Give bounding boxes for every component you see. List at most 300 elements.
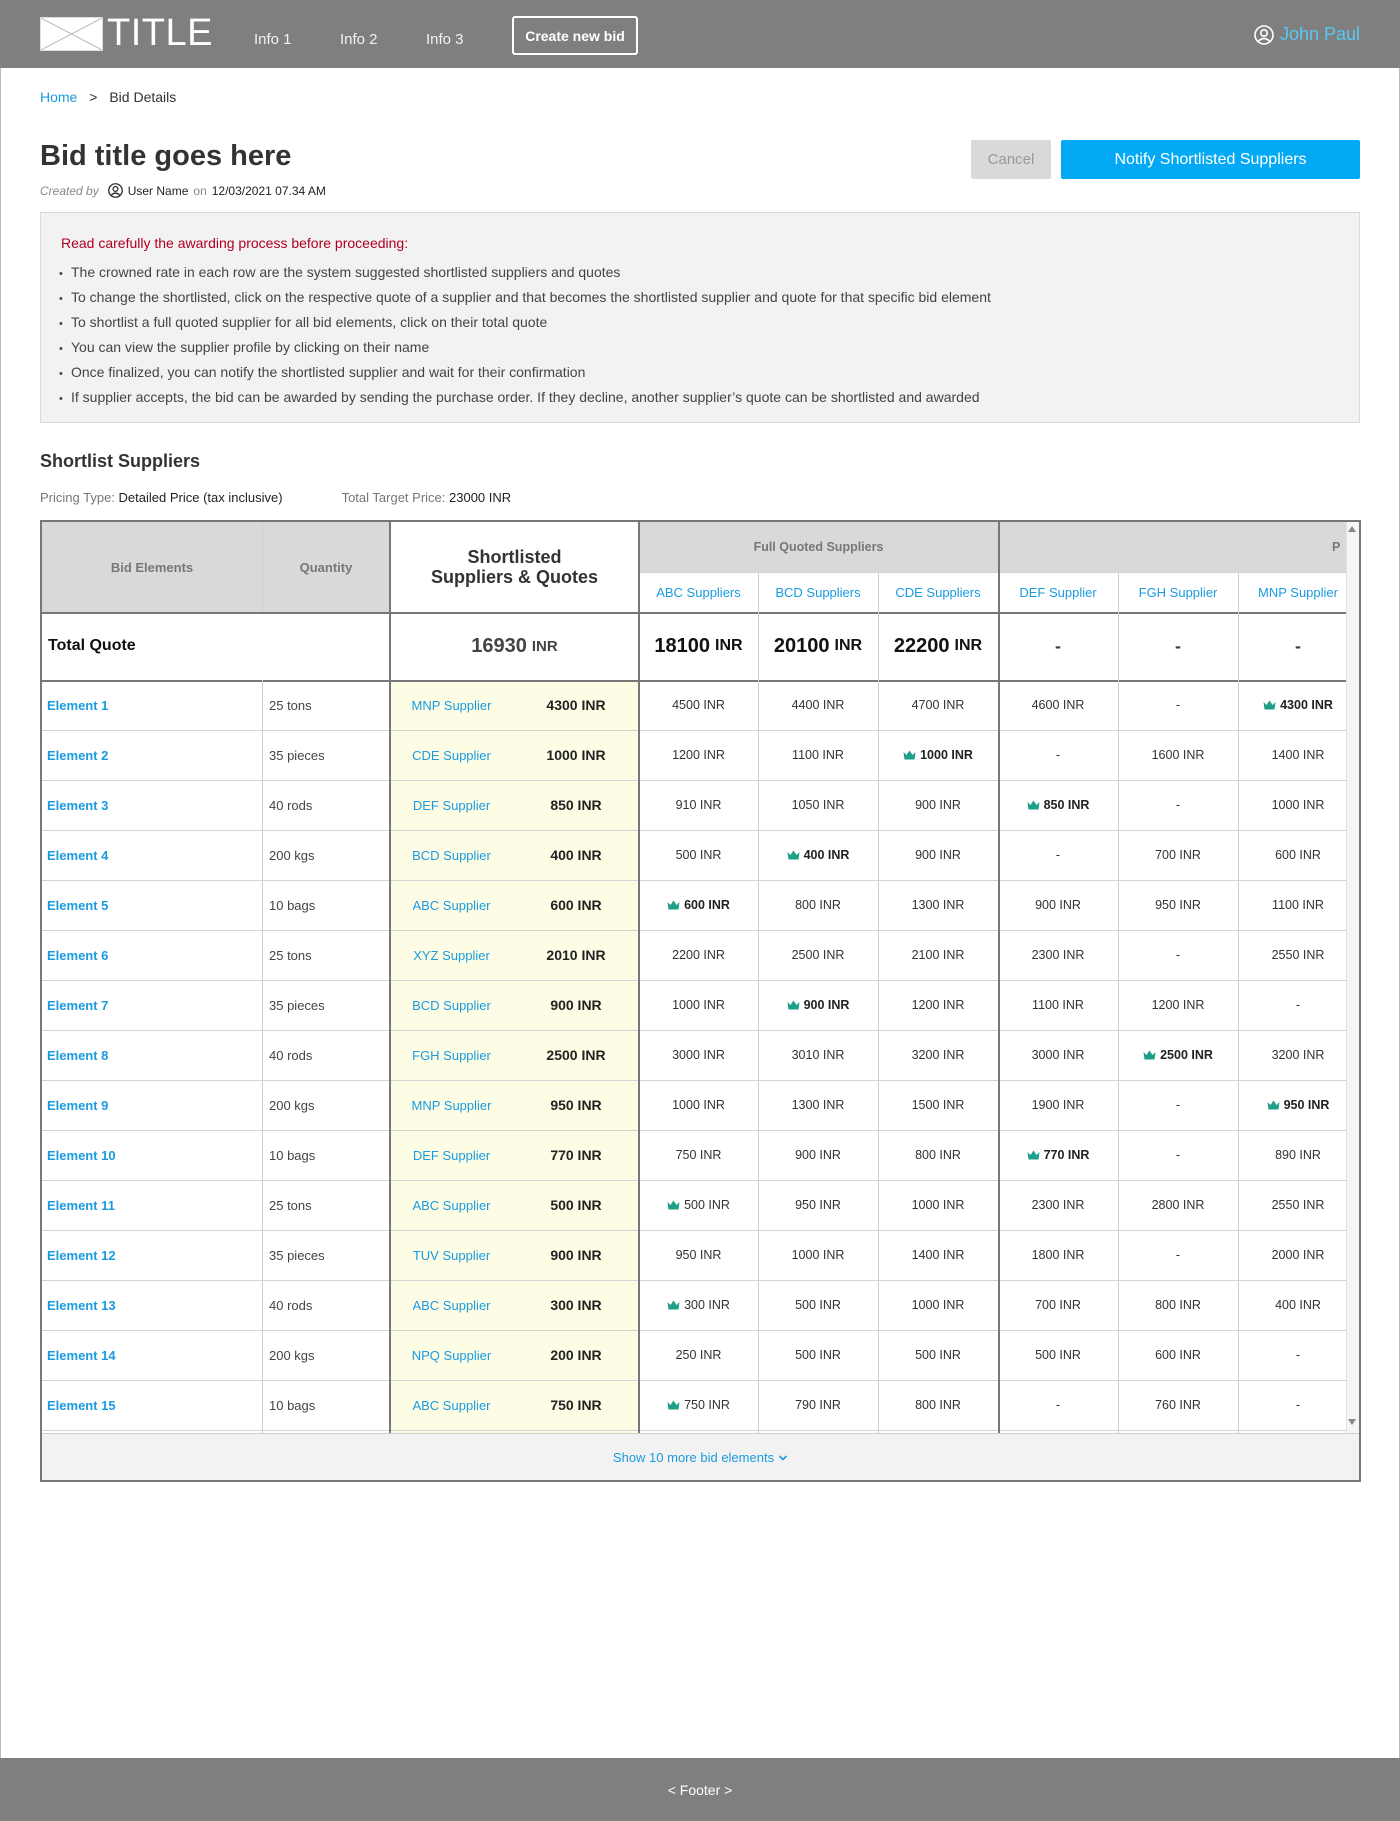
quote-value: 2200 INR	[672, 948, 725, 962]
shortlisted-supplier-link[interactable]: CDE Supplier	[412, 747, 491, 763]
crown-icon	[903, 750, 916, 760]
bid-element-link[interactable]: Element 4	[47, 847, 109, 863]
supplier-header[interactable]: DEF Supplier	[1019, 584, 1097, 600]
quote-value: 1100 INR	[792, 748, 844, 762]
supplier-header[interactable]: ABC Suppliers	[656, 584, 741, 600]
supplier-quote-cell[interactable]	[1238, 780, 1358, 830]
quote-value: 4600 INR	[1031, 698, 1085, 712]
crown-icon	[1027, 1150, 1040, 1160]
supplier-quote-cell[interactable]	[878, 1080, 998, 1130]
supplier-quote-cell[interactable]	[758, 930, 878, 980]
supplier-quote-cell[interactable]	[998, 1130, 1118, 1180]
supplier-quote-cell[interactable]	[998, 930, 1118, 980]
quote-value: 4700 INR	[911, 698, 965, 712]
supplier-quote-cell[interactable]	[758, 830, 878, 880]
row-divider	[42, 880, 1346, 881]
supplier-total-value: 18100	[654, 634, 711, 657]
row-divider	[42, 1430, 1346, 1431]
quote-value: 2550 INR	[1271, 948, 1325, 962]
shortlisted-supplier-link[interactable]: TUV Supplier	[412, 1247, 491, 1263]
supplier-quote-cell[interactable]	[639, 1230, 758, 1280]
supplier-quote-cell[interactable]	[1118, 730, 1238, 780]
supplier-quote-cell[interactable]	[878, 830, 998, 880]
row-divider	[42, 1080, 1346, 1081]
shortlisted-quote: 950 INR	[550, 1097, 602, 1113]
supplier-quote-cell[interactable]	[878, 1380, 998, 1430]
shortlisted-supplier-link[interactable]: NPQ Supplier	[411, 1347, 492, 1363]
col-divider-supplier	[878, 572, 879, 1433]
supplier-quote-cell[interactable]	[1118, 980, 1238, 1030]
quote-value: 3200 INR	[1271, 1048, 1325, 1062]
supplier-quote-cell	[1118, 780, 1238, 830]
shortlisted-supplier-link[interactable]: XYZ Supplier	[413, 947, 490, 963]
quantity-value: 35 pieces	[269, 1247, 325, 1263]
supplier-quote-cell[interactable]	[1238, 1180, 1358, 1230]
supplier-total-quote	[998, 612, 1118, 680]
quote-value: 1100 INR	[1032, 998, 1084, 1012]
shortlisted-supplier-link[interactable]: DEF Supplier	[412, 1147, 491, 1163]
nav-info-1[interactable]: Info 1	[254, 31, 292, 48]
supplier-quote-cell[interactable]	[758, 880, 878, 930]
bid-element-link[interactable]: Element 5	[47, 897, 109, 913]
supplier-quote-cell[interactable]	[878, 1130, 998, 1180]
supplier-quote-cell[interactable]	[758, 730, 878, 780]
on-label: on	[193, 183, 207, 198]
supplier-quote-cell[interactable]	[1118, 1280, 1238, 1330]
bid-element-link[interactable]: Element 11	[47, 1197, 115, 1213]
supplier-quote-cell[interactable]	[1118, 1330, 1238, 1380]
bid-element-link[interactable]: Element 3	[47, 797, 109, 813]
breadcrumb	[40, 89, 176, 105]
quote-value: 700 INR	[1155, 848, 1201, 862]
group-header-partial: P	[1332, 540, 1341, 554]
supplier-quote-cell[interactable]	[998, 780, 1118, 830]
supplier-quote-cell	[1118, 1230, 1238, 1280]
column-header-shortlisted	[390, 522, 639, 612]
pricing-type-label: Pricing Type:	[40, 490, 115, 505]
column-header-quantity: Quantity	[299, 559, 353, 575]
quote-value: 3010 INR	[791, 1048, 845, 1062]
supplier-quote-cell[interactable]	[758, 1380, 878, 1430]
quote-value: 900 INR	[915, 848, 961, 862]
quote-value: 800 INR	[1155, 1298, 1201, 1312]
supplier-quote-cell[interactable]	[878, 1280, 998, 1330]
crown-icon	[667, 1300, 680, 1310]
supplier-quote-cell[interactable]	[1118, 830, 1238, 880]
logo-title[interactable]: TITLE	[107, 12, 213, 54]
pricing-info	[40, 490, 511, 505]
shortlisted-quote: 750 INR	[550, 1397, 602, 1413]
bid-element-link[interactable]: Element 9	[47, 1097, 109, 1113]
quote-value: 800 INR	[795, 898, 841, 912]
quote-value: 950 INR	[795, 1198, 841, 1212]
quote-value: 750 INR	[675, 1148, 722, 1162]
quote-value: 4300 INR	[1280, 698, 1333, 712]
bid-element-link[interactable]: Element 2	[47, 747, 109, 763]
header-bg-partial	[1000, 522, 1360, 572]
header-bottom-divider	[42, 612, 1346, 614]
quantity-value: 35 pieces	[269, 747, 325, 763]
shortlisted-header-line-1: Shortlisted	[467, 547, 562, 567]
row-divider	[42, 1380, 1346, 1381]
quote-value: 1600 INR	[1151, 748, 1205, 762]
quantity-value: 25 tons	[269, 947, 312, 963]
shortlisted-quote: 200 INR	[550, 1347, 602, 1363]
bid-element-link[interactable]: Element 12	[47, 1247, 116, 1263]
supplier-quote-cell[interactable]	[1238, 1030, 1358, 1080]
shortlisted-quote: 600 INR	[550, 897, 602, 913]
crown-icon	[1263, 700, 1276, 710]
row-divider	[42, 730, 1346, 731]
crown-icon	[1267, 1100, 1280, 1110]
quote-value: 600 INR	[684, 898, 730, 912]
quote-value: 1000 INR	[911, 1198, 965, 1212]
quote-value: 1400 INR	[911, 1248, 965, 1262]
supplier-total-value: -	[1295, 635, 1301, 656]
supplier-quote-cell	[1118, 1080, 1238, 1130]
shortlisted-supplier-link[interactable]: BCD Supplier	[412, 997, 491, 1013]
supplier-quote-cell[interactable]	[1118, 1180, 1238, 1230]
quote-value: -	[1175, 798, 1181, 812]
quote-value: 3000 INR	[1031, 1048, 1085, 1062]
creator-name: User Name	[127, 183, 189, 198]
supplier-quote-cell[interactable]	[1238, 680, 1358, 730]
supplier-quote-cell[interactable]	[1238, 1080, 1358, 1130]
logo-placeholder-icon[interactable]	[40, 17, 103, 51]
created-timestamp: 12/03/2021 07.34 AM	[211, 183, 326, 198]
col-divider-shortlisted-left	[389, 522, 391, 1433]
quote-value: 1000 INR	[1271, 798, 1325, 812]
total-quote-label: Total Quote	[48, 637, 136, 654]
supplier-quote-cell[interactable]	[639, 1080, 758, 1130]
shortlisted-quote: 770 INR	[550, 1147, 602, 1163]
supplier-quote-cell[interactable]	[758, 1030, 878, 1080]
quote-value: 250 INR	[675, 1348, 722, 1362]
supplier-header[interactable]: BCD Suppliers	[775, 584, 861, 600]
quote-value: 1050 INR	[791, 798, 845, 812]
supplier-quote-cell[interactable]	[639, 980, 758, 1030]
quote-value: 4500 INR	[672, 698, 725, 712]
supplier-quote-cell[interactable]	[1118, 1030, 1238, 1080]
shortlisted-supplier-link[interactable]: DEF Supplier	[412, 797, 491, 813]
quote-value: -	[1175, 698, 1181, 712]
group-header-full-quoted: Full Quoted Suppliers	[753, 540, 884, 554]
quote-value: 950 INR	[675, 1248, 722, 1262]
supplier-total-value: -	[1175, 635, 1181, 656]
shortlisted-supplier-link[interactable]: ABC Supplier	[412, 897, 491, 913]
quote-value: 3200 INR	[911, 1048, 965, 1062]
supplier-quote-cell[interactable]	[639, 1330, 758, 1380]
supplier-quote-cell[interactable]	[758, 1280, 878, 1330]
supplier-total-quote[interactable]	[639, 612, 758, 680]
col-divider-supplier	[758, 572, 759, 1433]
supplier-quote-cell[interactable]	[878, 1180, 998, 1230]
supplier-quote-cell[interactable]	[998, 980, 1118, 1030]
supplier-quote-cell	[1118, 680, 1238, 730]
supplier-quote-cell[interactable]	[758, 1130, 878, 1180]
supplier-quote-cell[interactable]	[878, 730, 998, 780]
supplier-total-quote[interactable]	[878, 612, 998, 680]
show-more-button[interactable]	[42, 1433, 1359, 1481]
supplier-quote-cell[interactable]	[1238, 730, 1358, 780]
creator-avatar-icon	[108, 183, 123, 198]
quote-value: 1000 INR	[672, 1098, 725, 1112]
supplier-quote-cell[interactable]	[998, 680, 1118, 730]
quote-value: -	[1175, 1148, 1181, 1162]
shortlisted-quote: 500 INR	[550, 1197, 602, 1213]
supplier-quote-cell	[998, 830, 1118, 880]
quote-value: 950 INR	[1283, 1098, 1330, 1112]
bid-element-link[interactable]: Element 15	[47, 1397, 116, 1413]
supplier-quote-cell[interactable]	[878, 1330, 998, 1380]
row-divider	[42, 1230, 1346, 1231]
shortlisted-supplier-link[interactable]: ABC Supplier	[412, 1297, 491, 1313]
column-header-bid-elements: Bid Elements	[110, 559, 194, 575]
instruction-item: • Once finalized, you can notify the shortlisted supplier and wait for their confirmation	[61, 360, 1339, 385]
quote-value: 500 INR	[795, 1348, 841, 1362]
supplier-quote-cell[interactable]	[878, 780, 998, 830]
supplier-quote-cell[interactable]	[639, 930, 758, 980]
supplier-quote-cell[interactable]	[639, 1130, 758, 1180]
crown-icon	[1027, 800, 1040, 810]
supplier-quote-cell[interactable]	[758, 1180, 878, 1230]
quote-value: 500 INR	[915, 1348, 961, 1362]
supplier-quote-cell[interactable]	[758, 680, 878, 730]
supplier-quote-cell[interactable]	[639, 1180, 758, 1230]
quote-value: -	[1175, 1248, 1181, 1262]
total-row-divider	[42, 680, 1346, 682]
quote-value: 900 INR	[795, 1148, 841, 1162]
quantity-value: 10 bags	[269, 1397, 316, 1413]
scroll-down-icon[interactable]	[1348, 1419, 1356, 1425]
shortlisted-supplier-link[interactable]: MNP Supplier	[411, 1097, 492, 1113]
supplier-total-unit: INR	[954, 637, 983, 654]
supplier-total-quote	[1238, 612, 1358, 680]
supplier-quote-cell[interactable]	[998, 1030, 1118, 1080]
quote-value: 1200 INR	[1151, 998, 1205, 1012]
supplier-quote-cell[interactable]	[1238, 1230, 1358, 1280]
supplier-quote-cell[interactable]	[639, 680, 758, 730]
col-divider-full-partial	[998, 522, 1000, 1433]
supplier-header[interactable]: FGH Supplier	[1138, 584, 1218, 600]
supplier-quote-cell[interactable]	[639, 780, 758, 830]
quantity-value: 10 bags	[269, 897, 316, 913]
bid-element-link[interactable]: Element 6	[47, 947, 109, 963]
shortlist-section-title: Shortlist Suppliers	[40, 451, 201, 471]
quote-value: 500 INR	[675, 848, 722, 862]
supplier-quote-cell[interactable]	[1238, 830, 1358, 880]
instruction-item: • To shortlist a full quoted supplier for all bid elements, click on their total quote	[61, 310, 1339, 335]
table-scrollbar[interactable]	[1346, 522, 1359, 1433]
quote-value: 2300 INR	[1031, 1198, 1085, 1212]
shortlisted-quote: 4300 INR	[546, 697, 606, 713]
supplier-quote-cell[interactable]	[1238, 1130, 1358, 1180]
target-price-value: 23000 INR	[449, 490, 512, 505]
quote-value: 900 INR	[915, 798, 961, 812]
row-divider	[42, 1030, 1346, 1031]
notify-shortlisted-suppliers-button[interactable]: Notify Shortlisted Suppliers	[1061, 140, 1360, 179]
instruction-item: • If supplier accepts, the bid can be awarded by sending the purchase order. If they decline, another supplier’s quote can be shortlisted and awarded	[61, 385, 1339, 410]
target-price-label: Total Target Price:	[341, 490, 446, 505]
bid-element-link[interactable]: Element 14	[47, 1347, 116, 1363]
supplier-quote-cell[interactable]	[878, 1230, 998, 1280]
quote-value: 1800 INR	[1031, 1248, 1085, 1262]
shortlisted-quote: 400 INR	[550, 847, 602, 863]
shortlisted-quote: 850 INR	[550, 797, 602, 813]
shortlisted-quote: 900 INR	[550, 1247, 602, 1263]
quote-value: -	[1055, 1398, 1061, 1412]
bid-element-link[interactable]: Element 7	[47, 997, 109, 1013]
supplier-quote-cell	[1118, 930, 1238, 980]
row-divider	[42, 1280, 1346, 1281]
supplier-quote-cell[interactable]	[878, 680, 998, 730]
row-divider	[42, 930, 1346, 931]
shortlisted-quote: 2010 INR	[546, 947, 606, 963]
quantity-value: 200 kgs	[269, 1347, 315, 1363]
supplier-quote-cell[interactable]	[639, 880, 758, 930]
quote-value: 300 INR	[684, 1298, 730, 1312]
nav-info-3[interactable]: Info 3	[426, 31, 464, 48]
instruction-item: • The crowned rate in each row are the system suggested shortlisted suppliers and quotes	[61, 260, 1339, 285]
scroll-up-icon[interactable]	[1348, 526, 1356, 532]
quote-value: 1000 INR	[672, 998, 725, 1012]
supplier-quote-cell	[1238, 980, 1358, 1030]
quantity-value: 40 rods	[269, 1047, 313, 1063]
crown-icon	[787, 1000, 800, 1010]
quote-value: 1000 INR	[911, 1298, 965, 1312]
supplier-quote-cell	[1238, 1380, 1358, 1430]
create-new-bid-button[interactable]: Create new bid	[512, 16, 638, 55]
supplier-quote-cell[interactable]	[758, 1230, 878, 1280]
supplier-quote-cell[interactable]	[998, 880, 1118, 930]
quote-value: 1000 INR	[791, 1248, 845, 1262]
supplier-quote-cell[interactable]	[758, 780, 878, 830]
supplier-quote-cell[interactable]	[639, 1280, 758, 1330]
quote-value: 850 INR	[1043, 798, 1090, 812]
quantity-value: 40 rods	[269, 797, 313, 813]
crown-icon	[667, 1400, 680, 1410]
supplier-quote-cell[interactable]	[998, 1180, 1118, 1230]
logo-image-icon	[41, 18, 102, 50]
supplier-quote-cell[interactable]	[639, 830, 758, 880]
supplier-quote-cell[interactable]	[1238, 880, 1358, 930]
quantity-value: 40 rods	[269, 1297, 313, 1313]
supplier-quote-cell[interactable]	[758, 1330, 878, 1380]
pricing-type-value: Detailed Price (tax inclusive)	[118, 490, 283, 505]
shortlisted-supplier-link[interactable]: MNP Supplier	[411, 697, 492, 713]
col-divider-qty	[262, 522, 263, 612]
supplier-quote-cell[interactable]	[1118, 1380, 1238, 1430]
supplier-quote-cell[interactable]	[758, 980, 878, 1030]
shortlisted-supplier-link[interactable]: BCD Supplier	[412, 847, 491, 863]
quote-value: 600 INR	[1155, 1348, 1201, 1362]
shortlisted-quote: 900 INR	[550, 997, 602, 1013]
shortlist-table	[40, 520, 1361, 1482]
quote-value: -	[1175, 948, 1181, 962]
supplier-header[interactable]: MNP Supplier	[1258, 584, 1338, 600]
quote-value: 400 INR	[1275, 1298, 1321, 1312]
top-navbar	[0, 0, 1400, 68]
supplier-quote-cell	[1118, 1130, 1238, 1180]
shortlisted-quote: 2500 INR	[546, 1047, 606, 1063]
supplier-quote-cell[interactable]	[639, 1380, 758, 1430]
quote-value: 700 INR	[1035, 1298, 1081, 1312]
row-divider	[42, 1180, 1346, 1181]
total-shortlisted-value: 16930	[471, 634, 527, 657]
quote-value: 1200 INR	[911, 998, 965, 1012]
supplier-quote-cell[interactable]	[878, 880, 998, 930]
supplier-quote-cell[interactable]	[1118, 880, 1238, 930]
instructions-box	[40, 212, 1360, 423]
supplier-quote-cell[interactable]	[998, 1330, 1118, 1380]
cancel-button[interactable]: Cancel	[971, 140, 1051, 179]
row-divider	[42, 1130, 1346, 1131]
instruction-item: • To change the shortlisted, click on the respective quote of a supplier and that becomes the shortlisted supplier and quote for that specific bid element	[61, 285, 1339, 310]
row-divider	[42, 780, 1346, 781]
quote-value: 950 INR	[1155, 898, 1201, 912]
supplier-quote-cell[interactable]	[878, 930, 998, 980]
bid-element-link[interactable]: Element 8	[47, 1047, 109, 1063]
quote-value: -	[1055, 748, 1061, 762]
nav-info-2[interactable]: Info 2	[340, 31, 378, 48]
bid-element-link[interactable]: Element 13	[47, 1297, 116, 1313]
quote-value: 1900 INR	[1031, 1098, 1085, 1112]
row-divider	[42, 980, 1346, 981]
breadcrumb-home-link[interactable]: Home	[40, 89, 78, 105]
supplier-header[interactable]: CDE Suppliers	[895, 584, 981, 600]
breadcrumb-current: Bid Details	[109, 89, 177, 105]
supplier-quote-cell[interactable]	[639, 1030, 758, 1080]
shortlisted-supplier-link[interactable]: FGH Supplier	[412, 1047, 491, 1063]
quote-value: 2500 INR	[1160, 1048, 1213, 1062]
supplier-total-quote[interactable]	[758, 612, 878, 680]
user-menu[interactable]	[1254, 24, 1360, 45]
supplier-total-value: 20100	[773, 634, 830, 657]
user-name[interactable]: John Paul	[1279, 24, 1360, 44]
quote-value: 910 INR	[675, 798, 722, 812]
supplier-quote-cell[interactable]	[639, 730, 758, 780]
shortlisted-quote: 300 INR	[550, 1297, 602, 1313]
user-avatar-icon	[1254, 25, 1274, 45]
supplier-total-unit: INR	[834, 637, 863, 654]
quantity-value: 25 tons	[269, 1197, 312, 1213]
bid-element-link[interactable]: Element 10	[47, 1147, 116, 1163]
shortlisted-supplier-link[interactable]: ABC Supplier	[412, 1397, 491, 1413]
quote-value: 2000 INR	[1271, 1248, 1325, 1262]
supplier-quote-cell[interactable]	[1238, 930, 1358, 980]
quote-value: 760 INR	[1155, 1398, 1201, 1412]
instructions-heading: Read carefully the awarding process before proceeding:	[61, 235, 409, 251]
shortlisted-supplier-link[interactable]: ABC Supplier	[412, 1197, 491, 1213]
quote-value: 750 INR	[684, 1398, 730, 1412]
supplier-quote-cell[interactable]	[758, 1080, 878, 1130]
instructions-list	[61, 260, 1339, 410]
supplier-quote-cell[interactable]	[1238, 1280, 1358, 1330]
supplier-header-divider	[639, 572, 1346, 573]
supplier-total-value: 22200	[893, 634, 950, 657]
supplier-quote-cell[interactable]	[998, 1230, 1118, 1280]
supplier-quote-cell[interactable]	[998, 1080, 1118, 1130]
supplier-quote-cell[interactable]	[878, 1030, 998, 1080]
supplier-quote-cell	[998, 1380, 1118, 1430]
supplier-quote-cell[interactable]	[998, 1280, 1118, 1330]
quantity-value: 10 bags	[269, 1147, 316, 1163]
quantity-value: 35 pieces	[269, 997, 325, 1013]
bid-element-link[interactable]: Element 1	[47, 697, 109, 713]
supplier-quote-cell[interactable]	[878, 980, 998, 1030]
quantity-value: 200 kgs	[269, 847, 315, 863]
supplier-total-value: -	[1055, 635, 1061, 656]
